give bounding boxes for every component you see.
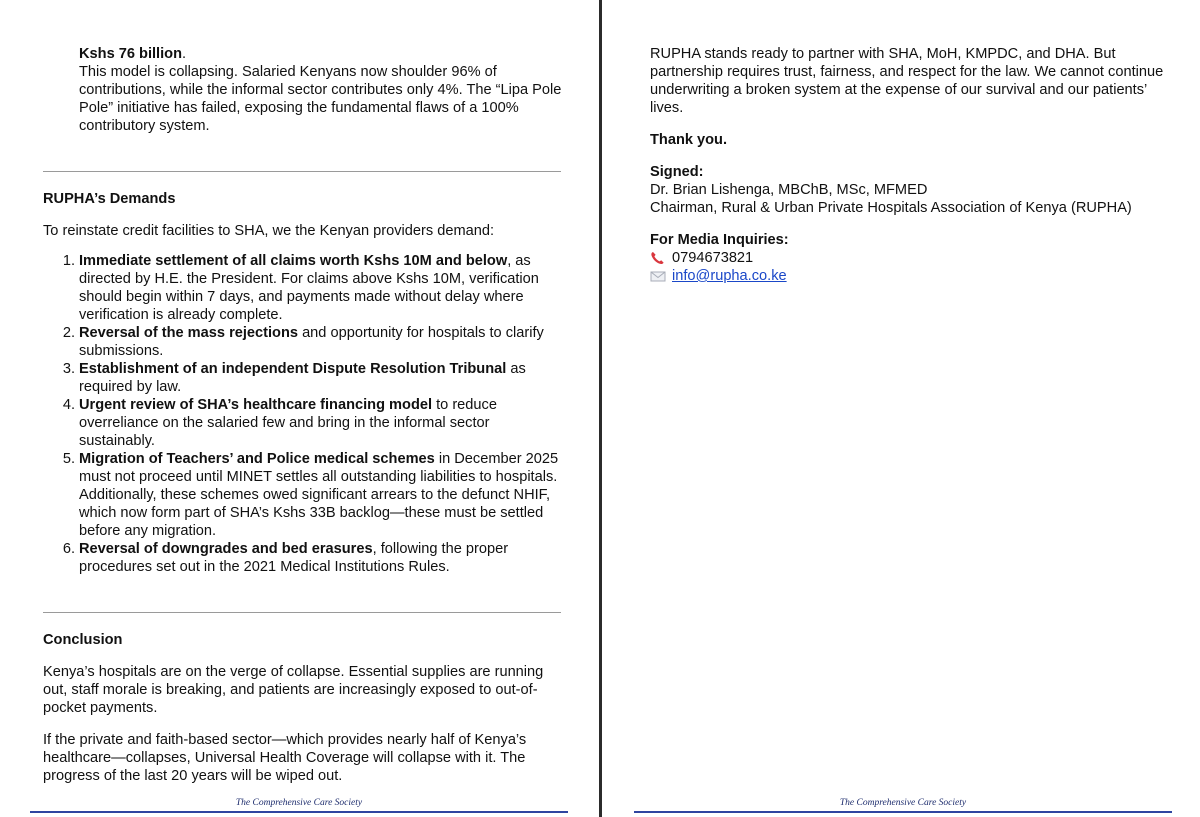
footer-text: The Comprehensive Care Society: [839, 798, 967, 808]
demand-number: 4.: [62, 397, 75, 413]
demand-number: 3.: [62, 361, 75, 377]
demand-bold: Migration of Teachers’ and Police medical schemes: [79, 451, 435, 467]
demand-bold: Reversal of the mass rejections: [79, 325, 299, 341]
right-page: [602, 0, 1200, 817]
demand-item: [43, 396, 568, 450]
left-page-footer: [30, 797, 568, 817]
demand-bold: Immediate settlement of all claims worth Kshs 10M and below: [79, 253, 508, 269]
demand-text: in December 2025 must not proceed until MINET settles all outstanding liabilities to hospitals. Additionally, these schemes owed significant arrears to the defunct NHIF, which now form part of SHA’s Kshs 33B backlog—these must be settled before any migration.: [79, 451, 559, 539]
email-icon: [650, 269, 666, 283]
left-page-body: [43, 45, 568, 785]
demand-item: [43, 450, 568, 540]
intro-bold-suffix: .: [182, 46, 187, 62]
demand-number: 2.: [62, 325, 75, 341]
signatory-name: Dr. Brian Lishenga, MBChB, MSc, MFMED: [650, 182, 928, 198]
signatory-title: Chairman, Rural & Urban Private Hospitals Association of Kenya (RUPHA): [650, 200, 1132, 216]
demand-number: 6.: [62, 541, 75, 557]
demand-text: and opportunity for hospitals to clarify submissions.: [79, 325, 544, 359]
demand-item: [43, 360, 568, 396]
email-line: [650, 267, 1170, 285]
conclusion-paragraph-2: If the private and faith-based sector—which provides nearly half of Kenya’s healthcare—collapses, Universal Health Coverage will collapse with it. The progress of the last 20 years will be wiped out.: [43, 732, 527, 784]
demands-intro: To reinstate credit facilities to SHA, we the Kenyan providers demand:: [43, 223, 495, 239]
demand-item: [43, 252, 568, 324]
signed-label: Signed:: [650, 164, 704, 180]
email-link[interactable]: info@rupha.co.ke: [672, 268, 787, 284]
phone-number: 0794673821: [672, 250, 754, 266]
media-inquiries-heading: For Media Inquiries:: [650, 232, 789, 248]
demand-item: [43, 324, 568, 360]
demand-text: as required by law.: [79, 361, 526, 395]
demand-bold: Urgent review of SHA’s healthcare financing model: [79, 397, 433, 413]
demand-text: , as directed by H.E. the President. For claims above Kshs 10M, verification should begin within 7 days, and payments made without delay where verification is already complete.: [79, 253, 539, 323]
demand-number: 5.: [62, 451, 75, 467]
demand-item: [43, 540, 568, 576]
demands-heading: RUPHA’s Demands: [43, 191, 176, 207]
intro-text: This model is collapsing. Salaried Kenyans now shoulder 96% of contributions, while the informal sector contributes only 4%. The “Lipa Pole Pole” initiative has failed, exposing the fundamental flaws of a 100% contributory system.: [79, 64, 562, 134]
footer-text: The Comprehensive Care Society: [235, 798, 363, 808]
conclusion-heading: Conclusion: [43, 632, 123, 648]
intro-paragraph: [43, 45, 568, 135]
demand-text: , following the proper procedures set out in the 2021 Medical Institutions Rules.: [79, 541, 509, 575]
demand-bold: Establishment of an independent Dispute Resolution Tribunal: [79, 361, 507, 377]
section-divider: [43, 171, 561, 172]
intro-bold-amount: Kshs 76 billion: [79, 46, 182, 62]
conclusion-paragraph-1: Kenya’s hospitals are on the verge of collapse. Essential supplies are running out, staff morale is breaking, and patients are increasingly exposed to out-of-pocket payments.: [43, 664, 544, 716]
footer-rule: [30, 811, 568, 813]
section-divider: [43, 612, 561, 613]
demand-text: to reduce overreliance on the salaried few and bring in the informal sector sustainably.: [79, 397, 497, 449]
phone-line: [650, 249, 1170, 267]
thanks-line: Thank you.: [650, 132, 728, 148]
phone-icon: [650, 251, 666, 265]
demand-bold: Reversal of downgrades and bed erasures: [79, 541, 373, 557]
right-page-footer: [634, 797, 1172, 817]
partner-paragraph: RUPHA stands ready to partner with SHA, MoH, KMPDC, and DHA. But partnership requires trust, fairness, and respect for the law. We cannot continue underwriting a broken system at the expense of our survival and our patients’ lives.: [650, 46, 1164, 116]
right-page-body: [650, 45, 1170, 285]
demands-list: [43, 252, 568, 576]
footer-rule: [634, 811, 1172, 813]
demand-number: 1.: [62, 253, 75, 269]
